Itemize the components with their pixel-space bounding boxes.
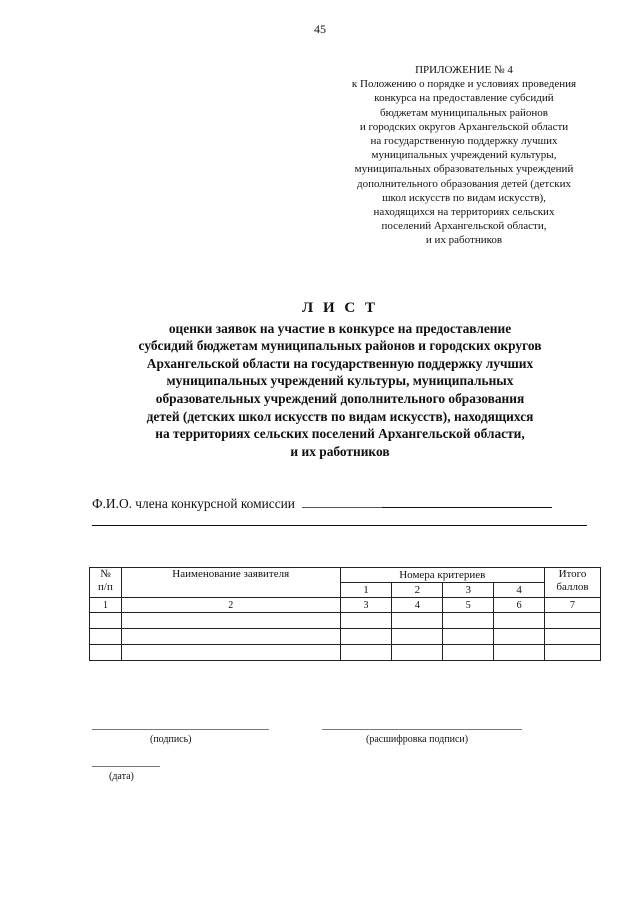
appendix-line: школ искусств по видам искусств), <box>382 191 546 204</box>
document-title-block <box>60 300 620 460</box>
page-number: 45 <box>314 22 326 36</box>
table-row[interactable] <box>90 613 601 629</box>
document-title: Л И С Т <box>302 300 378 316</box>
commission-member-field[interactable] <box>92 496 552 512</box>
header-applicant-cell: Наименование заявителя <box>121 568 340 598</box>
table-cell[interactable] <box>392 645 443 661</box>
appendix-line: муниципальных учреждений культуры, <box>371 149 557 162</box>
header-criteria-cell: Номера критериев <box>340 568 545 583</box>
criterion-number: 3 <box>443 583 494 598</box>
table-row[interactable] <box>90 629 601 645</box>
table-cell[interactable] <box>545 629 601 645</box>
index-cell: 4 <box>392 598 443 613</box>
index-cell: 7 <box>545 598 601 613</box>
index-cell: 1 <box>90 598 122 613</box>
appendix-line: ПРИЛОЖЕНИЕ № 4 <box>415 64 513 76</box>
table-cell[interactable] <box>340 645 392 661</box>
index-cell: 3 <box>340 598 392 613</box>
index-cell: 5 <box>443 598 494 613</box>
evaluation-table <box>89 567 601 661</box>
table-cell[interactable] <box>90 629 122 645</box>
table-cell[interactable] <box>443 613 494 629</box>
subtitle-line: образовательных учреждений дополнительного образования <box>155 390 525 406</box>
table-cell[interactable] <box>494 645 545 661</box>
appendix-line: дополнительного образования детей (детских <box>357 177 571 190</box>
commission-member-blank-short <box>302 497 382 508</box>
index-cell: 2 <box>121 598 340 613</box>
table-row[interactable] <box>90 645 601 661</box>
header-number-cell <box>90 568 122 598</box>
table-cell[interactable] <box>545 613 601 629</box>
appendix-line: бюджетам муниципальных районов <box>380 106 548 119</box>
subtitle-line: детей (детских школ искусств по видам искусств), находящихся <box>146 408 534 424</box>
appendix-line: к Положению о порядке и условиях проведения <box>351 78 577 91</box>
table-cell[interactable] <box>392 613 443 629</box>
appendix-line: находящихся на территориях сельских <box>373 206 555 219</box>
date-line[interactable] <box>92 766 160 767</box>
table-cell[interactable] <box>340 629 392 645</box>
signature-decoding-line[interactable] <box>322 729 522 730</box>
table-cell[interactable] <box>340 613 392 629</box>
appendix-line: конкурса на предоставление субсидий <box>374 92 554 105</box>
criterion-number: 1 <box>340 583 392 598</box>
table-cell[interactable] <box>90 645 122 661</box>
commission-member-blank-long <box>382 497 552 508</box>
table-header-row <box>90 568 601 583</box>
subtitle-line: субсидий бюджетам муниципальных районов и городских округов <box>138 338 542 354</box>
appendix-line: и городских округов Архангельской области <box>359 120 569 133</box>
index-cell: 6 <box>494 598 545 613</box>
table-cell[interactable] <box>121 645 340 661</box>
appendix-header <box>330 63 598 248</box>
table-cell[interactable] <box>121 629 340 645</box>
header-total-line2: баллов <box>556 581 589 593</box>
header-number-line2: п/п <box>98 581 113 593</box>
appendix-line: на государственную поддержку лучших <box>370 135 558 148</box>
subtitle-line: на территориях сельских поселений Архангельской области, <box>155 426 525 442</box>
subtitle-line: оценки заявок на участие в конкурсе на предоставление <box>168 320 512 336</box>
table-index-row <box>90 598 601 613</box>
header-number-line1: № <box>100 568 111 580</box>
commission-member-label: Ф.И.О. члена конкурсной комиссии <box>92 496 295 511</box>
subtitle-line: Архангельской области на государственную поддержку лучших <box>146 355 534 371</box>
subtitle-line: и их работников <box>290 443 390 459</box>
signature-decoding-caption: (расшифровка подписи) <box>366 734 469 745</box>
table-cell[interactable] <box>392 629 443 645</box>
signature-line[interactable] <box>92 729 269 730</box>
subtitle-line: муниципальных учреждений культуры, муниципальных <box>166 373 514 389</box>
appendix-line: и их работников <box>425 234 503 247</box>
header-total-cell <box>545 568 601 598</box>
commission-member-second-line <box>92 525 587 526</box>
table-cell[interactable] <box>443 645 494 661</box>
date-caption: (дата) <box>109 771 134 782</box>
table-cell[interactable] <box>90 613 122 629</box>
appendix-line: поселений Архангельской области, <box>381 220 547 233</box>
header-total-line1: Итого <box>558 568 587 580</box>
criterion-number: 4 <box>494 583 545 598</box>
table-cell[interactable] <box>121 613 340 629</box>
table-cell[interactable] <box>494 613 545 629</box>
table-cell[interactable] <box>545 645 601 661</box>
table-cell[interactable] <box>443 629 494 645</box>
criterion-number: 2 <box>392 583 443 598</box>
signature-caption: (подпись) <box>150 734 192 745</box>
table-cell[interactable] <box>494 629 545 645</box>
appendix-line: муниципальных образовательных учреждений <box>354 163 574 176</box>
